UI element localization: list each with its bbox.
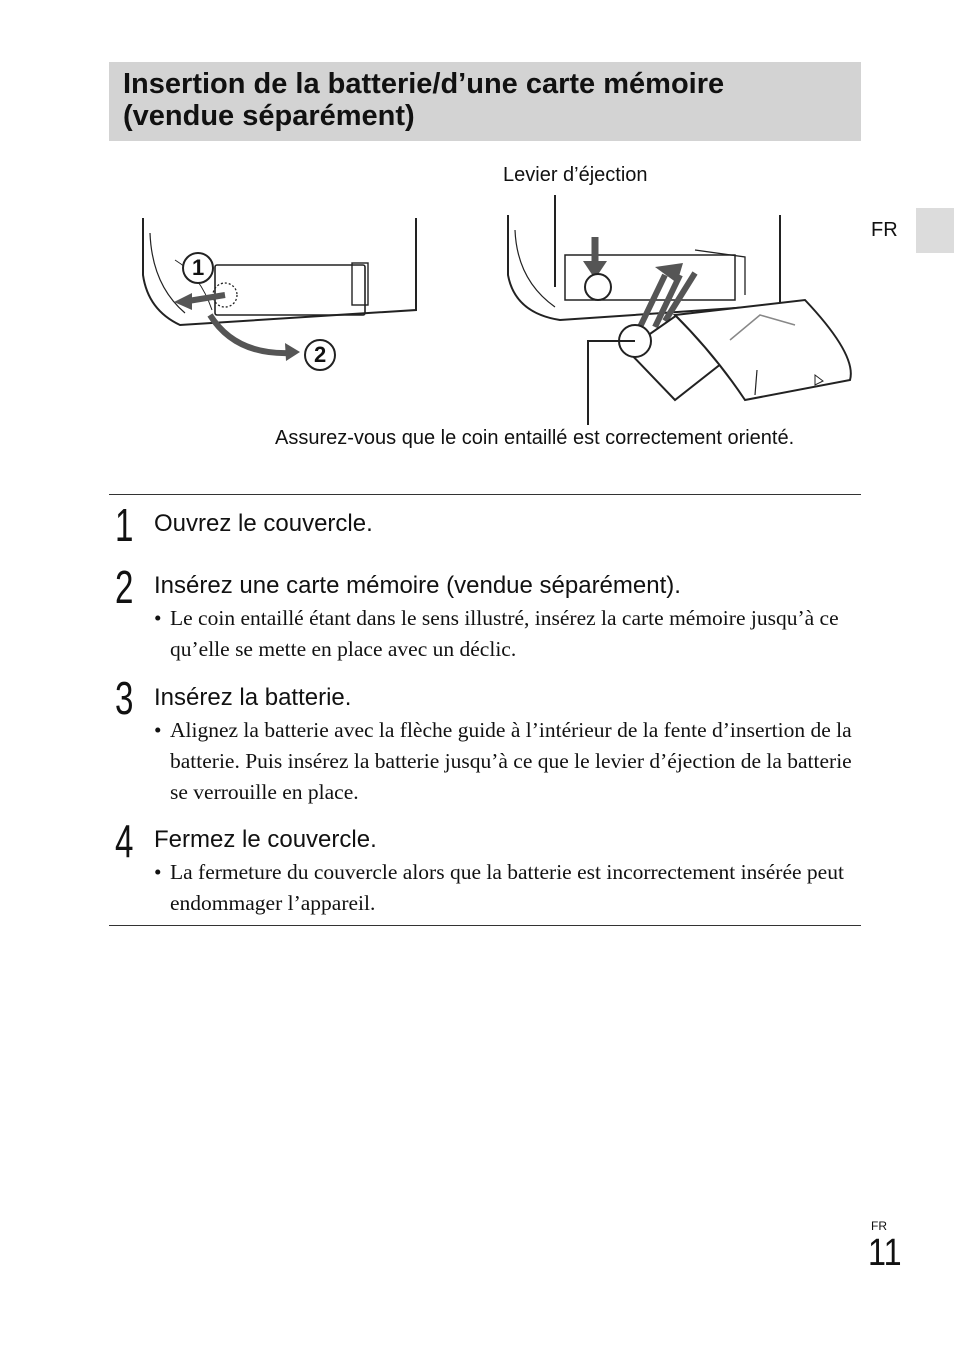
step-3-bullet-text: Alignez la batterie avec la flèche guide à l’intérieur de la fente d’insertion de la batterie. Puis insérez la batterie jusqu’à ce que le levier d’éjection de la batterie se verrouille en place. (170, 718, 852, 804)
step-4-number: 4 (115, 815, 134, 867)
language-tab-label: FR (871, 219, 898, 241)
page-title-line-1: Insertion de la batterie/d’une carte mémoire (123, 68, 725, 100)
steps-top-rule (109, 494, 861, 495)
open-cover-illustration (140, 215, 430, 375)
page-number: 11 (868, 1232, 902, 1274)
step-1-heading: Ouvrez le couvercle. (154, 510, 373, 537)
page-title (123, 68, 847, 132)
language-tab (916, 208, 954, 253)
page-title-line-2: (vendue séparément) (123, 100, 415, 132)
step-2-bullet (154, 603, 864, 665)
step-1-number: 1 (115, 499, 134, 551)
step-4-bullet-text: La fermeture du couvercle alors que la batterie est incorrectement insérée peut endommager l’appareil. (170, 860, 844, 915)
step-4-bullet (154, 857, 864, 919)
insert-battery-illustration (505, 195, 860, 430)
step-2-heading: Insérez une carte mémoire (vendue séparément). (154, 572, 681, 599)
eject-lever-label: Levier d’éjection (503, 164, 648, 186)
bullet-marker: • (154, 718, 162, 742)
bullet-marker: • (154, 606, 162, 630)
step-2-number: 2 (115, 561, 134, 613)
step-4-heading: Fermez le couvercle. (154, 826, 377, 853)
step-3-heading: Insérez la batterie. (154, 684, 352, 711)
callout-1: 1 (192, 255, 205, 280)
step-3-number: 3 (115, 672, 134, 724)
bullet-marker: • (154, 860, 162, 884)
step-3-bullet (154, 715, 864, 808)
callout-2: 2 (314, 342, 327, 367)
section-title-bar (109, 62, 861, 141)
step-2-bullet-text: Le coin entaillé étant dans le sens illustré, insérez la carte mémoire jusqu’à ce qu’elle se mette en place avec un déclic. (170, 606, 839, 661)
steps-bottom-rule (109, 925, 861, 926)
notched-corner-caption: Assurez-vous que le coin entaillé est correctement orienté. (275, 427, 795, 449)
footer-language: FR (871, 1219, 887, 1233)
